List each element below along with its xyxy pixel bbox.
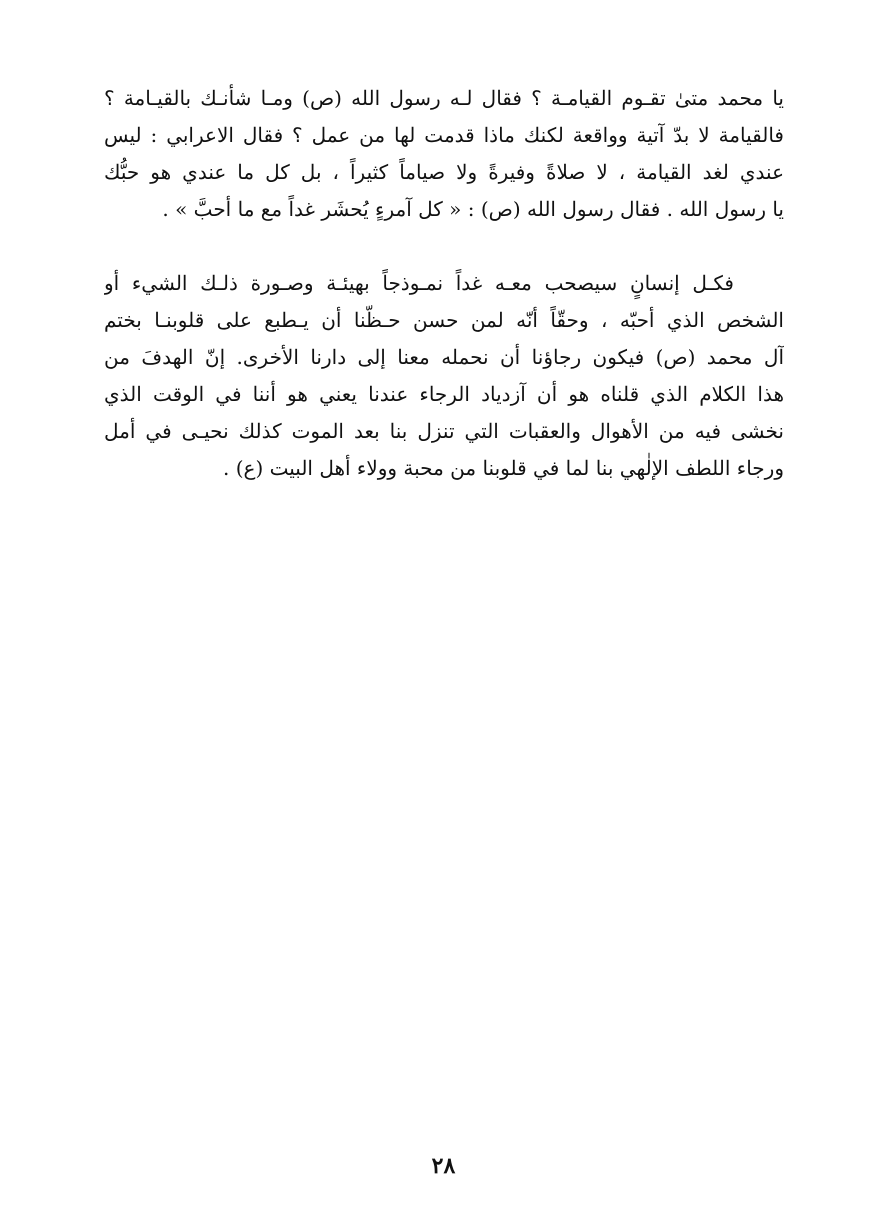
paragraph-2 <box>104 265 784 487</box>
text-line: فكـل إنسانٍ سيصحب معـه غداً نمـوذجاً بهيئـة وصـورة ذلـك الشيء أو <box>104 271 734 295</box>
text-line: الشخص الذي أحبّه ، وحقّاً أنّه لمن حسن حـظّنا أن يـطبع على قلوبنـا بختم <box>104 308 784 332</box>
text-line: يا رسول الله . فقال رسول الله (ص) : « كل آمرءٍ يُحشَر غداً مع ما أحبَّ » . <box>162 197 784 221</box>
text-line: نخشى فيه من الأهوال والعقبات التي تنزل بنا بعد الموت كذلك نحيـى في أمل <box>104 419 784 443</box>
text-line: فالقيامة لا بدّ آتية وواقعة لكنك ماذا قدمت لها من عمل ؟ فقال الاعرابي : ليس <box>104 123 784 147</box>
text-line: هذا الكلام الذي قلناه هو أن آزدياد الرجاء عندنا يعني هو أننا في الوقت الذي <box>104 382 784 406</box>
text-line: آل محمد (ص) فيكون رجاؤنا أن نحمله معنا إلى دارنا الأخرى. إنّ الهدفَ من <box>104 345 784 369</box>
paragraph-1 <box>104 80 784 228</box>
page-number: ٢٨ <box>431 1153 456 1179</box>
text-line: ورجاء اللطف الإلٰهي بنا لما في قلوبنا من محبة وولاء أهل البيت (ع) . <box>223 456 784 480</box>
text-line: عندي لغد القيامة ، لا صلاةً وفيرةً ولا صياماً كثيراً ، بل كل ما عندي هو حبُّك <box>104 160 784 184</box>
text-line: يا محمد متىٰ تقـوم القيامـة ؟ فقال لـه رسول الله (ص) ومـا شأنـك بالقيـامة ؟ <box>104 86 784 110</box>
